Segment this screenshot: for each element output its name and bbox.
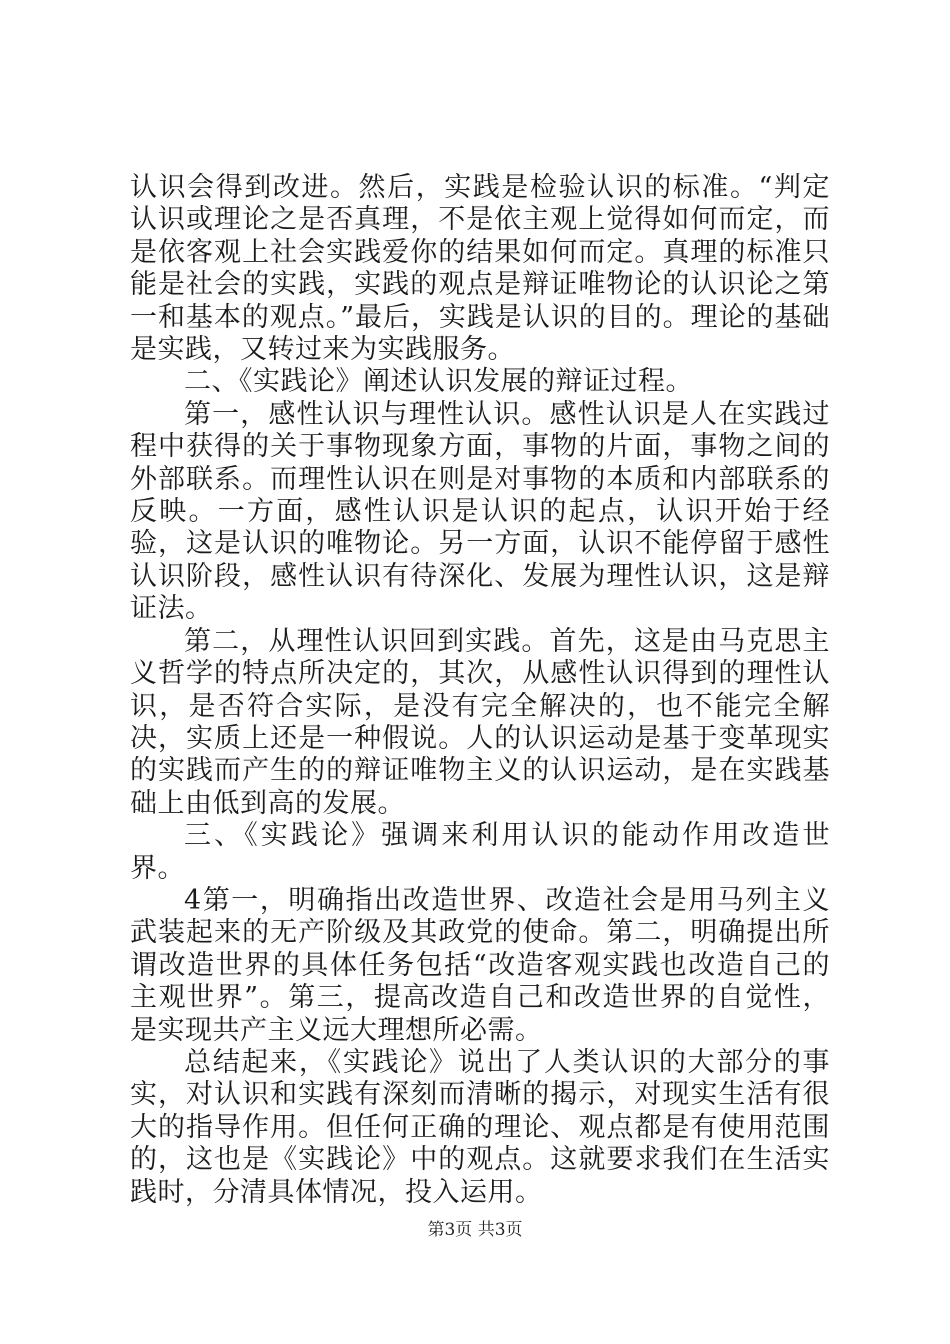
section-heading-3: 三、《实践论》强调来利用认识的能动作用改造世界。 [130, 820, 830, 884]
page-footer: 第3页 共3页 [427, 1220, 523, 1240]
paragraph-conclusion: 总结起来，《实践论》说出了人类认识的大部分的事实，对认识和实践有深刻而清晰的揭示，对现实生活有很大的指导作用。但任何正确的理论、观点都是有使用范围的，这也是《实践论》中的观点。这就要求我们在生活实践时，分清具体情况，投入运用。 [130, 1046, 830, 1208]
paragraph-continuation: 认识会得到改进。然后，实践是检验认识的标准。“判定认识或理论之是否真理，不是依主观上觉得如何而定，而是依客观上社会实践爱你的结果如何而定。真理的标准只能是社会的实践，实践的观点是辩证唯物论的认识论之第一和基本的观点。”最后，实践是认识的目的。理论的基础是实践，又转过来为实践服务。 [130, 172, 830, 366]
document-body [130, 172, 830, 1209]
paragraph-transform-world: 4第一，明确指出改造世界、改造社会是用马列主义武装起来的无产阶级及其政党的使命。第二，明确提出所谓改造世界的具体任务包括“改造客观实践也改造自己的主观世界”。第三，提高改造自己和改造世界的自觉性，是实现共产主义远大理想所必需。 [130, 884, 830, 1046]
section-heading-2: 二、《实践论》阐述认识发展的辩证过程。 [184, 366, 693, 398]
paragraph-return-to-practice: 第二，从理性认识回到实践。首先，这是由马克思主义哲学的特点所决定的，其次，从感性认识得到的理性认识，是否符合实际，是没有完全解决的，也不能完全解决，实质上还是一种假说。人的认识运动是基于变革现实的实践而产生的的辩证唯物主义的认识运动，是在实践基础上由低到高的发展。 [130, 625, 830, 819]
paragraph-perceptual-rational: 第一，感性认识与理性认识。感性认识是人在实践过程中获得的关于事物现象方面，事物的片面，事物之间的外部联系。而理性认识在则是对事物的本质和内部联系的反映。一方面，感性认识是认识的起点，认识开始于经验，这是认识的唯物论。另一方面，认识不能停留于感性认识阶段，感性认识有待深化、发展为理性认识，这是辩证法。 [130, 398, 830, 625]
